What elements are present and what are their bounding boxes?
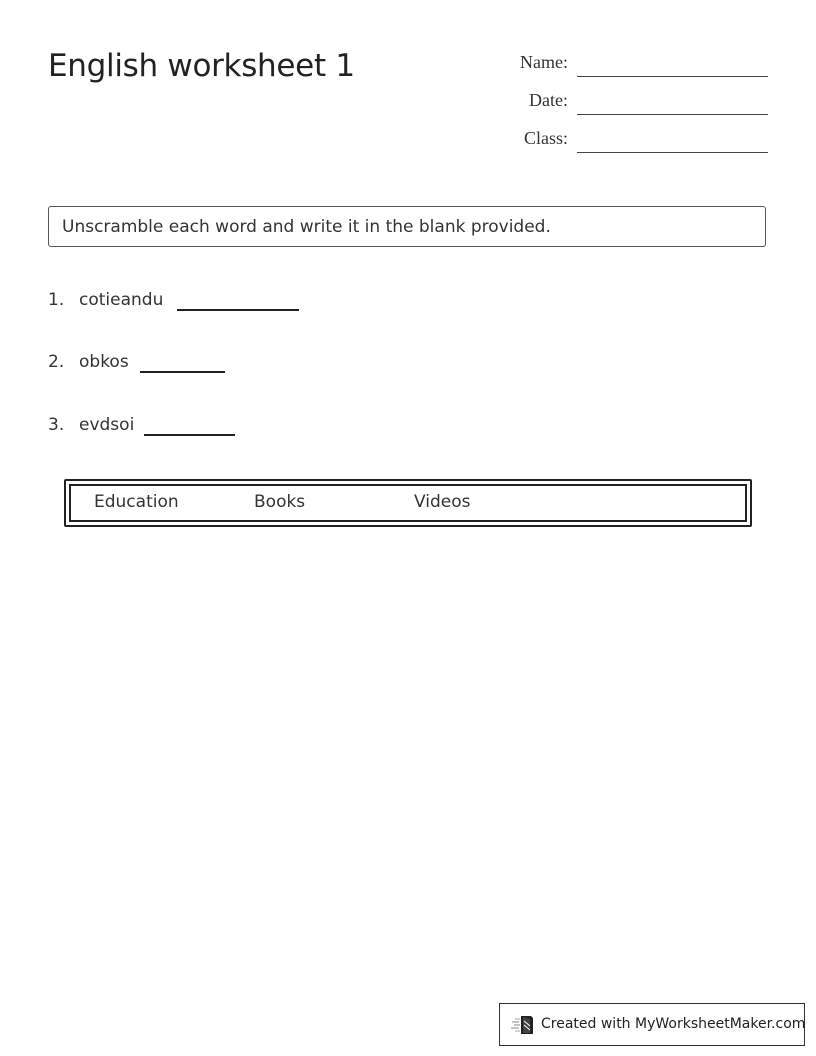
instructions-box: Unscramble each word and write it in the blank provided. xyxy=(48,206,766,247)
question-number: 2. xyxy=(48,352,65,372)
scrambled-word: evdsoi xyxy=(79,415,135,435)
word-bank xyxy=(64,479,752,527)
class-field xyxy=(500,128,770,158)
name-input-line[interactable] xyxy=(577,76,768,77)
footer-credit[interactable] xyxy=(499,1003,805,1046)
date-field xyxy=(500,90,770,120)
scrambled-word: cotieandu xyxy=(79,290,164,310)
answer-blank[interactable] xyxy=(140,371,225,373)
class-input-line[interactable] xyxy=(577,152,768,153)
word-bank-item: Books xyxy=(254,492,306,512)
name-label: Name: xyxy=(520,52,568,72)
answer-blank[interactable] xyxy=(144,434,235,436)
question-number: 3. xyxy=(48,415,65,435)
word-bank-item: Videos xyxy=(414,492,471,512)
word-bank-item: Education xyxy=(94,492,179,512)
date-input-line[interactable] xyxy=(577,114,768,115)
answer-blank[interactable] xyxy=(177,309,299,311)
name-field xyxy=(500,52,770,82)
footer-text: Created with MyWorksheetMaker.com xyxy=(541,1016,806,1032)
worksheet-logo-icon xyxy=(511,1014,535,1036)
scrambled-word: obkos xyxy=(79,352,129,372)
question-number: 1. xyxy=(48,290,65,310)
date-label: Date: xyxy=(529,90,568,110)
page-title: English worksheet 1 xyxy=(48,48,355,84)
class-label: Class: xyxy=(524,128,569,148)
